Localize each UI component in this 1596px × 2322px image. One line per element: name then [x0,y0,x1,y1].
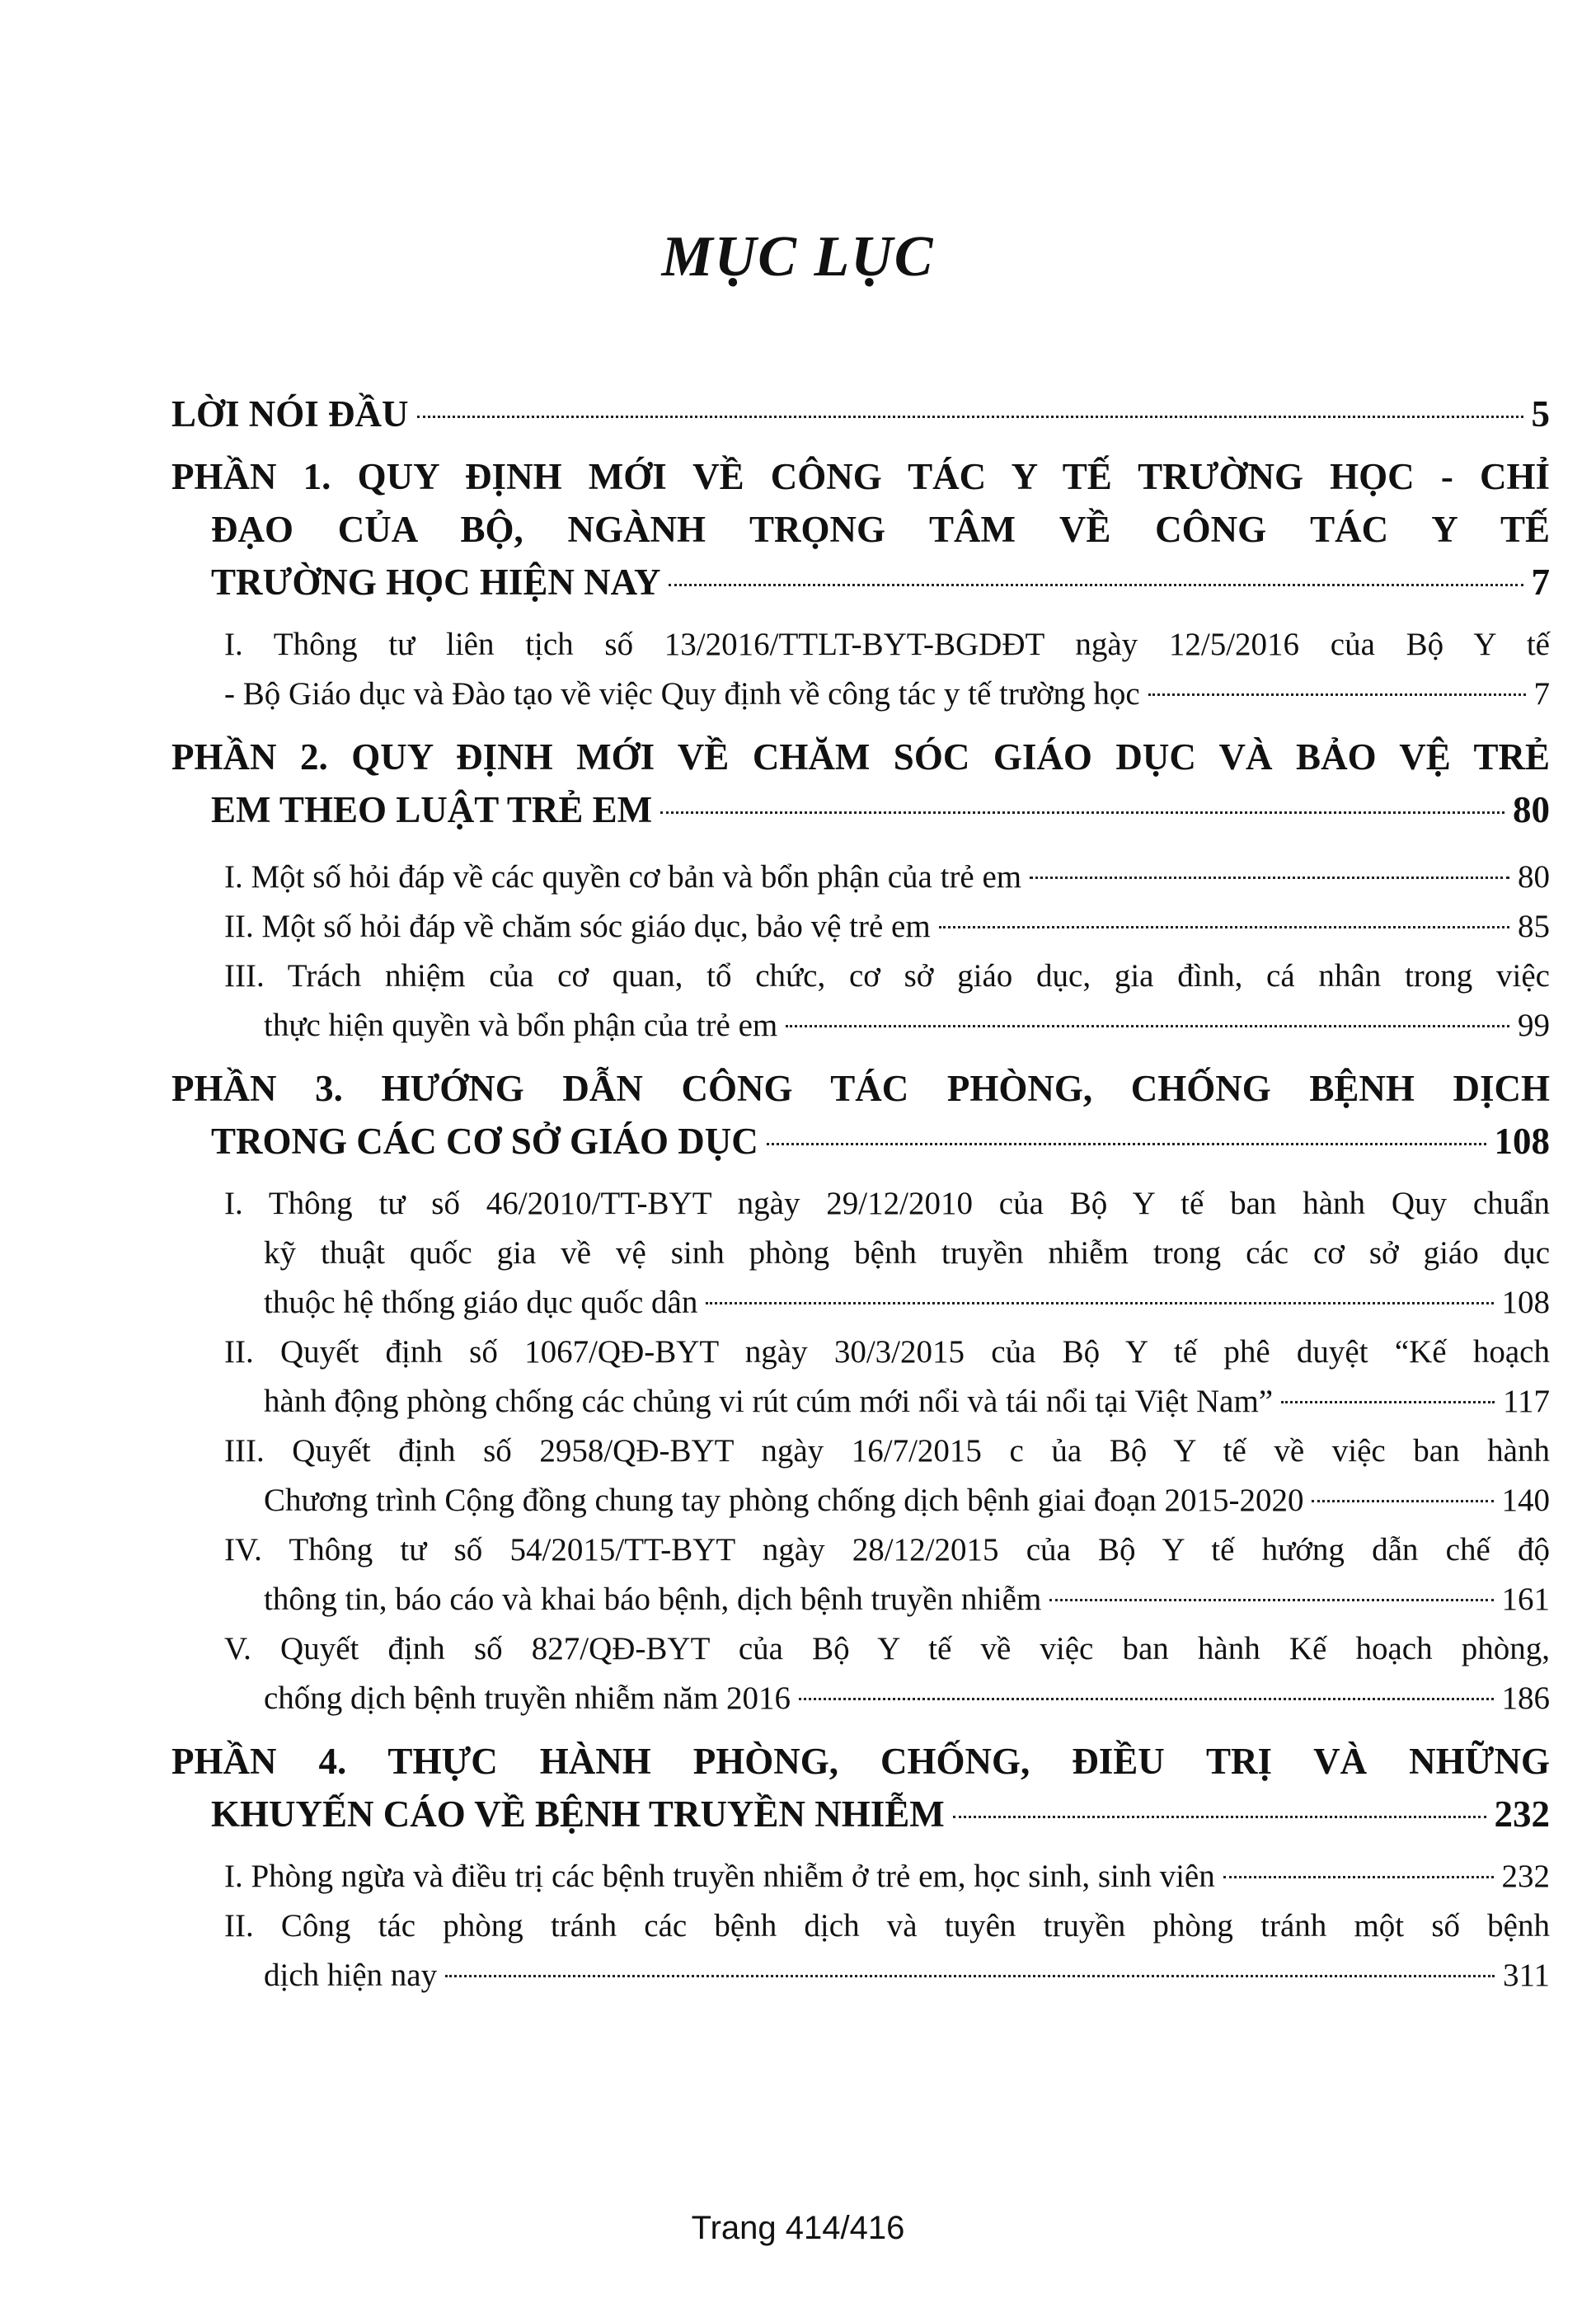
toc-item-text: IV. Thông tư số 54/2015/TT-BYT ngày 28/12/2015 của Bộ Y tế hướng dẫn chế độ [224,1532,1550,1568]
toc-entry-label: LỜI NÓI ĐẦU [171,393,409,435]
toc-item-text: thực hiện quyền và bổn phận của trẻ em [264,1008,778,1043]
toc-item-text: I. Phòng ngừa và điều trị các bệnh truyền nhiễm ở trẻ em, học sinh, sinh viên [224,1859,1215,1894]
toc-item-text: - Bộ Giáo dục và Đào tạo về việc Quy định về công tác y tế trường học [224,676,1140,712]
toc-page-number: 99 [1518,1008,1550,1043]
toc-part-title: EM THEO LUẬT TRẺ EM [211,789,653,830]
dot-leader [1030,877,1509,879]
toc-item-text: I. Thông tư số 46/2010/TT-BYT ngày 29/12/2010 của Bộ Y tế ban hành Quy chuẩn [224,1186,1550,1221]
toc-page-number: 232 [1494,1793,1550,1835]
toc-item-text: I. Một số hỏi đáp về các quyền cơ bản và bổn phận của trẻ em [224,859,1022,895]
toc-item-text: chống dịch bệnh truyền nhiễm năm 2016 [264,1680,791,1716]
toc-part-title: PHẦN 2. QUY ĐỊNH MỚI VỀ CHĂM SÓC GIÁO DỤC VÀ BẢO VỆ TRẺ [171,736,1550,778]
toc-part-4 [171,1735,1550,1840]
toc-page-number: 7 [1531,562,1550,603]
toc-item [224,1901,1550,2000]
dot-leader [799,1698,1493,1700]
dot-leader [669,584,1523,586]
dot-leader [706,1302,1493,1304]
toc-part-title: PHẦN 4. THỰC HÀNH PHÒNG, CHỐNG, ĐIỀU TRỊ VÀ NHỮNG [171,1741,1550,1782]
toc-part-1 [171,450,1550,609]
dot-leader [1049,1599,1493,1601]
toc-item-text: II. Công tác phòng tránh các bệnh dịch và tuyên truyền phòng tránh một số bệnh [224,1908,1550,1944]
dot-leader [1312,1500,1493,1502]
toc-part-2 [171,731,1550,836]
toc-item [224,1852,1550,1901]
toc-item [224,1624,1550,1723]
toc-item-text: Chương trình Cộng đồng chung tay phòng chống dịch bệnh giai đoạn 2015-2020 [264,1483,1304,1518]
toc-page-number: 232 [1501,1859,1550,1894]
toc-item-text: thông tin, báo cáo và khai báo bệnh, dịch bệnh truyền nhiễm [264,1582,1042,1617]
dot-leader [1281,1401,1495,1403]
toc-page-number: 140 [1501,1483,1550,1518]
toc-part-title: TRONG CÁC CƠ SỞ GIÁO DỤC [211,1121,758,1162]
dot-leader [953,1816,1486,1818]
dot-leader [1223,1876,1494,1878]
toc-item [224,902,1550,952]
toc-part-title: KHUYẾN CÁO VỀ BỆNH TRUYỀN NHIỄM [211,1793,945,1835]
toc-page-number: 311 [1502,1958,1550,1993]
dot-leader [767,1143,1486,1145]
toc-item-text: dịch hiện nay [264,1958,438,1993]
toc-part-title: PHẦN 1. QUY ĐỊNH MỚI VỀ CÔNG TÁC Y TẾ TRƯỜNG HỌC - CHỈ [171,456,1550,497]
toc-page-number: 108 [1494,1121,1550,1162]
toc-item [224,1179,1550,1328]
toc-page-number: 5 [1531,393,1550,435]
toc-item [224,853,1550,902]
toc-item [224,952,1550,1051]
toc-part-title: PHẦN 3. HƯỚNG DẪN CÔNG TÁC PHÒNG, CHỐNG BỆNH DỊCH [171,1068,1550,1109]
dot-leader [417,416,1523,418]
toc-part-3 [171,1062,1550,1168]
toc-item-text: II. Một số hỏi đáp về chăm sóc giáo dục, bảo vệ trẻ em [224,909,931,944]
toc-item [224,1525,1550,1624]
toc-entry-preface [171,388,1550,440]
toc-item-text: I. Thông tư liên tịch số 13/2016/TTLT-BYT-BGDĐT ngày 12/5/2016 của Bộ Y tế [224,627,1550,662]
toc-item-text: III. Quyết định số 2958/QĐ-BYT ngày 16/7/2015 c ủa Bộ Y tế về việc ban hành [224,1433,1550,1469]
toc-page-number: 80 [1513,789,1550,830]
toc-page-number: 161 [1501,1582,1550,1617]
table-of-contents [171,388,1550,2000]
toc-item [224,620,1550,719]
dot-leader [786,1025,1509,1027]
toc-page-number: 85 [1518,909,1550,944]
toc-item-text: thuộc hệ thống giáo dục quốc dân [264,1285,698,1320]
toc-item-text: V. Quyết định số 827/QĐ-BYT của Bộ Y tế về việc ban hành Kế hoạch phòng, [224,1631,1550,1666]
toc-part-title: ĐẠO CỦA BỘ, NGÀNH TRỌNG TÂM VỀ CÔNG TÁC Y TẾ [211,509,1550,550]
toc-page-number: 80 [1518,859,1550,895]
dot-leader [445,1975,1495,1977]
toc-part-title: TRƯỜNG HỌC HIỆN NAY [211,562,661,603]
toc-page-number: 117 [1502,1384,1550,1419]
dot-leader [939,926,1509,928]
toc-item [224,1427,1550,1525]
page-title: MỤC LỤC [661,225,935,289]
toc-page-number: 108 [1501,1285,1550,1320]
toc-item-text: kỹ thuật quốc gia về vệ sinh phòng bệnh truyền nhiễm trong các cơ sở giáo dục [264,1235,1550,1271]
toc-item-text: II. Quyết định số 1067/QĐ-BYT ngày 30/3/2015 của Bộ Y tế phê duyệt “Kế hoạch [224,1334,1550,1370]
dot-leader [1148,693,1526,696]
toc-item [224,1328,1550,1427]
dot-leader [660,811,1504,814]
toc-item-text: hành động phòng chống các chủng vi rút cúm mới nổi và tái nổi tại Việt Nam” [264,1384,1274,1419]
toc-item-text: III. Trách nhiệm của cơ quan, tổ chức, cơ sở giáo dục, gia đình, cá nhân trong việc [224,958,1550,994]
toc-page-number: 186 [1501,1680,1550,1716]
toc-page-number: 7 [1533,676,1550,712]
page-footer: Trang 414/416 [691,2210,905,2246]
